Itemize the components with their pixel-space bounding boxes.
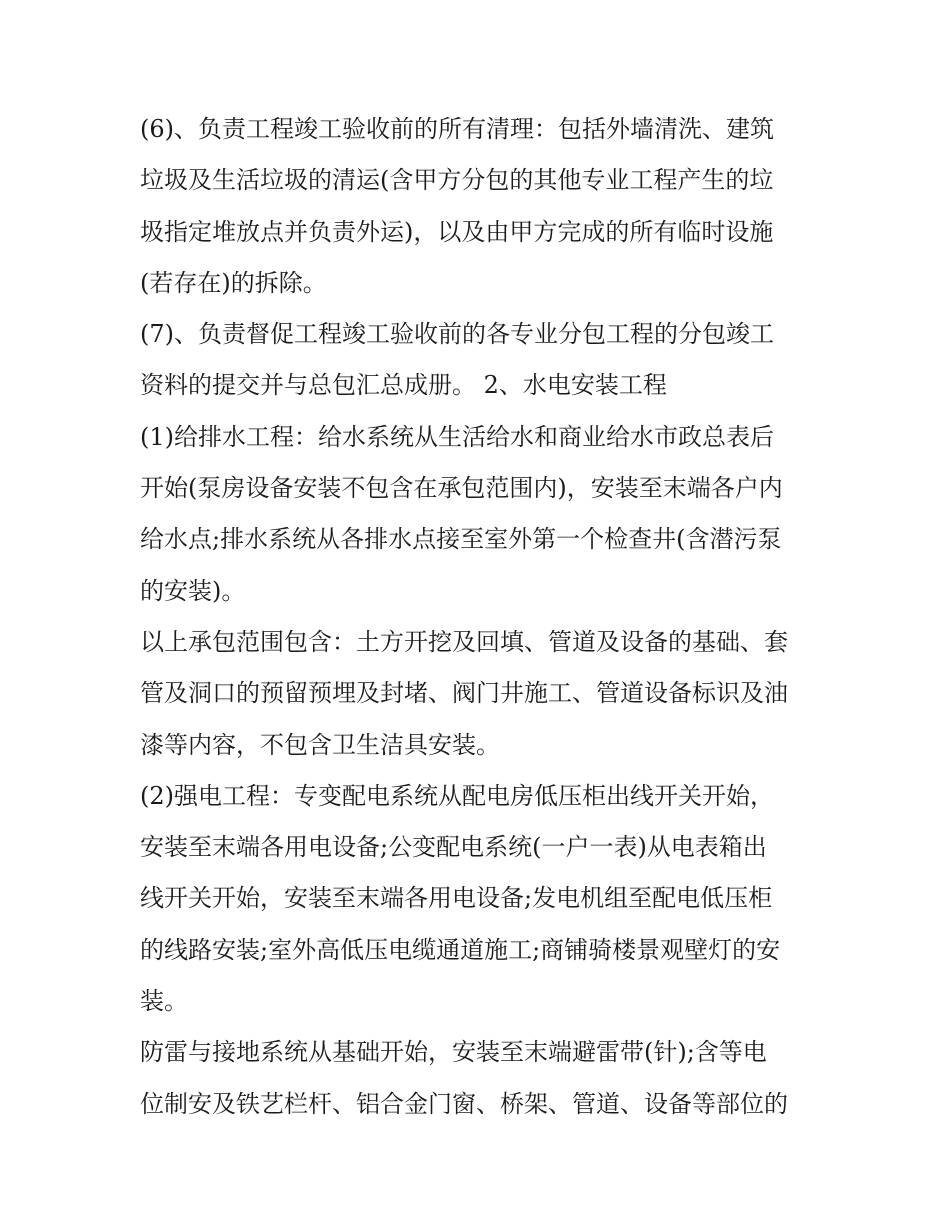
text-line: (2)强电工程：专变配电系统从配电房低压柜出线开关开始，	[140, 781, 774, 810]
text-line: 装。	[140, 987, 188, 1016]
paragraph-scope-includes	[140, 617, 820, 771]
text-line: 的线路安装;室外高低压电缆通道施工;商铺骑楼景观壁灯的安	[140, 935, 781, 964]
text-line: 管及洞口的预留预埋及封堵、阀门井施工、管道设备标识及油	[140, 679, 788, 708]
text-line: 安装至末端各用电设备;公变配电系统(一户一表)从电表箱出	[140, 833, 767, 862]
text-line: 漆等内容，不包含卫生洁具安装。	[140, 730, 500, 759]
text-line: (1)给排水工程：给水系统从生活给水和商业给水市政总表后	[140, 422, 774, 451]
text-line: 开始(泵房设备安装不包含在承包范围内)，安装至末端各户内	[140, 474, 783, 503]
paragraph-cleanup	[140, 104, 820, 309]
text-line: 的安装)。	[140, 576, 246, 605]
text-line: (若存在)的拆除。	[140, 268, 327, 297]
paragraph-plumbing	[140, 412, 820, 617]
text-line: 资料的提交并与总包汇总成册。 2、水电安装工程	[140, 371, 667, 400]
text-line: 位制安及铁艺栏杆、铝合金门窗、桥架、管道、设备等部位的	[140, 1089, 788, 1118]
text-line: 防雷与接地系统从基础开始，安装至末端避雷带(针);含等电	[140, 1038, 767, 1067]
text-line: (7)、负责督促工程竣工验收前的各专业分包工程的分包竣工	[140, 320, 774, 349]
paragraph-strong-current	[140, 771, 820, 1027]
document-body	[140, 104, 820, 1130]
text-line: 垃圾及生活垃圾的清运(含甲方分包的其他专业工程产生的垃	[140, 166, 774, 195]
text-line: (6)、负责工程竣工验收前的所有清理：包括外墙清洗、建筑	[140, 115, 774, 143]
text-line: 给水点;排水系统从各排水点接至室外第一个检查井(含潜污泵	[140, 525, 782, 554]
text-line: 以上承包范围包含：土方开挖及回填、管道及设备的基础、套	[140, 627, 788, 656]
text-line: 圾指定堆放点并负责外运)，以及由甲方完成的所有临时设施	[140, 217, 774, 246]
text-line: 线开关开始，安装至末端各用电设备;发电机组至配电低压柜	[140, 884, 773, 913]
paragraph-completion-docs	[140, 309, 820, 412]
paragraph-lightning-grounding	[140, 1027, 820, 1130]
